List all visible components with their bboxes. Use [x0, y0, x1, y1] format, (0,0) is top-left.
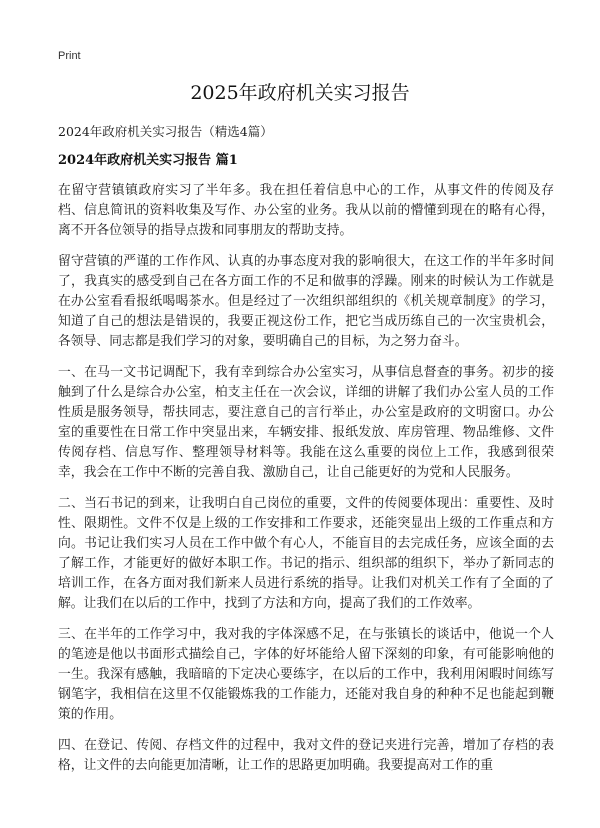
paragraph-1: 在留守营镇镇政府实习了半年多。我在担任着信息中心的工作，从事文件的传阅及存档、信息简讯的资料收集及写作、办公室的业务。我从以前的懵懂到现在的略有心得，离不开各位领导的指导点拨和同事朋友的帮助支持。	[58, 183, 554, 238]
paragraph-2: 留守营镇的严谨的工作作风、认真的办事态度对我的影响很大，在这工作的半年多时间了，我真实的感受到自己在各方面工作的不足和做事的浮躁。刚来的时候认为工作就是在办公室看看报纸喝喝茶水。但是经过了一次组织部组织的《机关规章制度》的学习，知道了自己的想法是错误的，我要正视这份工作，把它当成历练自己的一次宝贵机会，各领导、同志都是我们学习的对象，要明确自己的目标，为之努力奋斗。	[58, 254, 554, 349]
paragraph-5: 三、在半年的工作学习中，我对我的字体深感不足，在与张镇长的谈话中，他说一个人的笔迹是他以书面形式描绘自己，字体的好坏能给人留下深刻的印象，有可能影响他的一生。我深有感触，我暗暗的下定决心要练字，在以后的工作中，我利用闲暇时间练写钢笔字，我相信在这里不仅能锻炼我的工作能力，还能对我自身的种种不足也能起到鞭策的作用。	[58, 627, 554, 722]
document-title: 2025年政府机关实习报告	[190, 82, 410, 104]
section-heading: 2024年政府机关实习报告 篇1	[58, 153, 238, 168]
print-link[interactable]: Print	[58, 50, 81, 62]
document-subtitle: 2024年政府机关实习报告（精选4篇）	[58, 124, 273, 139]
paragraph-6: 四、在登记、传阅、存档文件的过程中，我对文件的登记夹进行完善，增加了存档的表格，让文件的去向能更加清晰，让工作的思路更加明确。我要提高对工作的重	[58, 738, 554, 773]
paragraph-4: 二、当石书记的到来，让我明白自己岗位的重要，文件的传阅要体现出：重要性、及时性、限期性。文件不仅是上级的工作安排和工作要求，还能突显出上级的工作重点和方向。书记让我们实习人员在工作中做个有心人，不能盲目的去完成任务，应该全面的去了解工作，才能更好的做好本职工作。书记的指示、组织部的组织下，举办了新同志的培训工作，在各方面对我们新来人员进行系统的指导。让我们对机关工作有了全面的了解。让我们在以后的工作中，找到了方法和方向，提高了我们的工作效率。	[58, 496, 554, 611]
article-body	[58, 181, 554, 787]
paragraph-3: 一、在马一文书记调配下，我有幸到综合办公室实习，从事信息督查的事务。初步的接触到了什么是综合办公室，柏支主任在一次会议，详细的讲解了我们办公室人员的工作性质是服务领导，帮扶同志，要注意自己的言行举止，办公室是政府的文明窗口。办公室的重要性在日常工作中突显出来，车辆安排、报纸发放、库房管理、物品维修、文件传阅存档、信息写作、整理领导材料等。我能在这么重要的岗位上工作，我感到很荣幸，我会在工作中不断的完善自我、激励自己，让自己能更好的为党和人民服务。	[58, 365, 554, 480]
